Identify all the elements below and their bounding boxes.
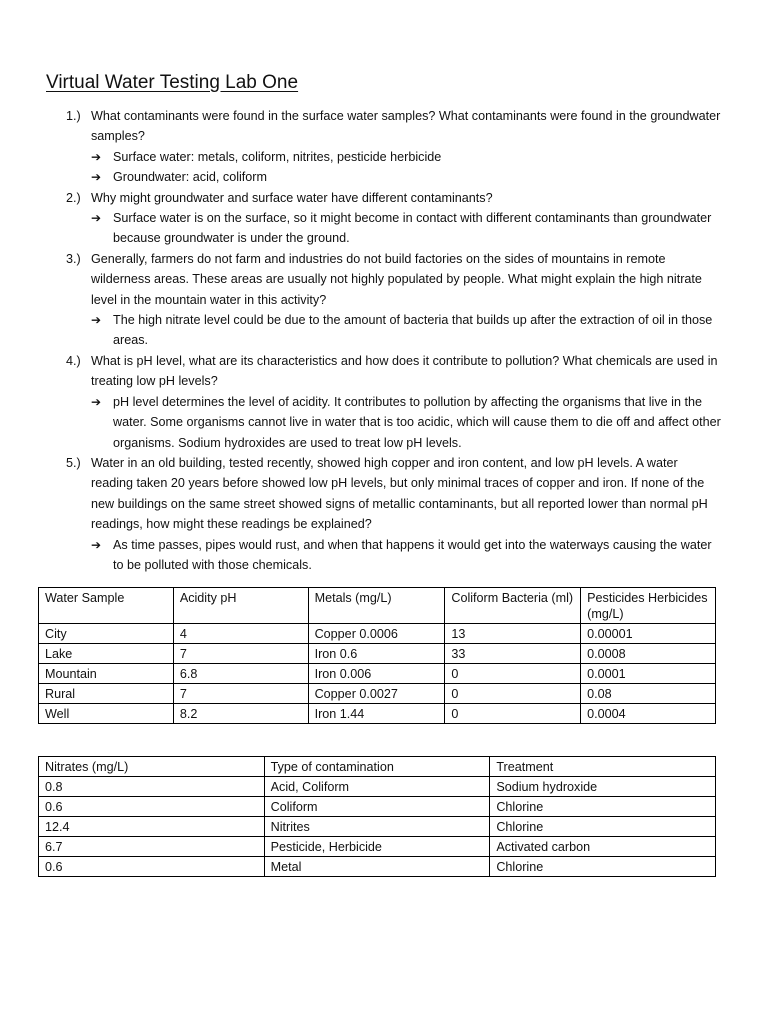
question-text: Why might groundwater and surface water have different contaminants? [91,190,493,205]
table-row [39,644,716,664]
right-arrow-icon: ➔ [91,313,102,328]
question-item [0,453,768,575]
answer-item [91,208,721,249]
table-cell: Copper 0.0027 [308,684,445,704]
table-cell: Chlorine [490,817,716,837]
table-cell: Lake [39,644,174,664]
table-header-cell: Treatment [490,757,716,777]
answer-item [91,392,721,453]
answer-text: As time passes, pipes would rust, and when that happens it would get into the waterways causing the water to be polluted with those chemicals. [113,537,712,572]
table-row [39,777,716,797]
answer-text: Surface water: metals, coliform, nitrites, pesticide herbicide [113,149,442,164]
water-sample-table [38,587,716,724]
question-number: 3.) [66,251,81,266]
table-cell: 0.00001 [581,624,716,644]
table-cell: 12.4 [39,817,265,837]
table-cell: 7 [173,684,308,704]
question-number: 5.) [66,455,81,470]
right-arrow-icon: ➔ [91,537,102,552]
table-cell: 0.0004 [581,704,716,724]
table-cell: 0.0001 [581,664,716,684]
table-cell: Metal [264,857,490,877]
question-number: 2.) [66,190,81,205]
table-row [39,684,716,704]
question-text: Water in an old building, tested recently, showed high copper and iron content, and low pH levels. A water reading taken 20 years before showed low pH levels, but only minimal traces of copper and iron. If none of the new buildings on the same street showed signs of metallic contaminants, but all reported lower than normal pH readings, how might these readings be explained? [91,455,708,532]
nitrates-table [38,756,716,877]
table-cell: Iron 1.44 [308,704,445,724]
table-cell: 8.2 [173,704,308,724]
table-cell: Coliform [264,797,490,817]
table-cell: 6.7 [39,837,265,857]
question-number: 1.) [66,109,81,123]
answer-text: The high nitrate level could be due to the amount of bacteria that builds up after the extraction of oil in those areas. [113,313,713,348]
right-arrow-icon: ➔ [91,394,102,409]
answer-item [91,310,721,351]
table-header-row [39,588,716,624]
table-header-cell: Coliform Bacteria (ml) [445,588,581,624]
question-list [0,106,768,575]
table-cell: Well [39,704,174,724]
table-cell: City [39,624,174,644]
table-cell: Rural [39,684,174,704]
table-header-cell: Type of contamination [264,757,490,777]
table-row [39,704,716,724]
table-cell: Chlorine [490,857,716,877]
answer-item [91,167,721,187]
right-arrow-icon: ➔ [91,170,102,185]
table-cell: Pesticide, Herbicide [264,837,490,857]
table-header-cell: Water Sample [39,588,174,624]
answer-text: pH level determines the level of acidity. It contributes to pollution by affecting the organisms that live in the water. Some organisms cannot live in water that is too acidic, which will cause them to die off and affect other organisms. Sodium hydroxides are used to treat low pH levels. [113,394,721,450]
page-title: Virtual Water Testing Lab One [46,72,299,93]
table-cell: 13 [445,624,581,644]
table-row [39,817,716,837]
question-item [0,188,768,249]
table-cell: Iron 0.6 [308,644,445,664]
table-cell: Nitrites [264,817,490,837]
question-text: What is pH level, what are its characteristics and how does it contribute to pollution? What chemicals are used in treating low pH levels? [91,353,718,389]
table-header-cell: Metals (mg/L) [308,588,445,624]
question-item [0,249,768,351]
table-cell: 0.08 [581,684,716,704]
answer-text: Groundwater: acid, coliform [113,170,267,185]
answer-text: Surface water is on the surface, so it might become in contact with different contaminants than groundwater because groundwater is under the ground. [113,211,712,246]
table-cell: 0 [445,684,581,704]
table-cell: 0.6 [39,857,265,877]
table-header-cell: Pesticides Herbicides (mg/L) [581,588,716,624]
table-cell: Acid, Coliform [264,777,490,797]
table-row [39,857,716,877]
table-cell: 0.6 [39,797,265,817]
table-cell: 0.8 [39,777,265,797]
question-text: Generally, farmers do not farm and industries do not build factories on the sides of mountains in remote wilderness areas. These areas are usually not highly populated by people. What might explain the high nitrate level in the mountain water in this activity? [91,251,702,307]
answer-item [91,535,721,576]
table-cell: Chlorine [490,797,716,817]
table-cell: 0.0008 [581,644,716,664]
table-cell: 7 [173,644,308,664]
table-cell: Mountain [39,664,174,684]
table-header-row [39,757,716,777]
table-header-cell: Nitrates (mg/L) [39,757,265,777]
question-item [0,106,768,188]
table-header-cell: Acidity pH [173,588,308,624]
right-arrow-icon: ➔ [91,149,102,164]
table-cell: Sodium hydroxide [490,777,716,797]
table-cell: 0 [445,704,581,724]
table-cell: Copper 0.0006 [308,624,445,644]
table-cell: Iron 0.006 [308,664,445,684]
table-cell: 6.8 [173,664,308,684]
right-arrow-icon: ➔ [91,211,102,226]
table-row [39,664,716,684]
question-item [0,351,768,453]
table-row [39,837,716,857]
table-row [39,624,716,644]
question-number: 4.) [66,353,81,368]
table-row [39,797,716,817]
answer-item [91,147,721,167]
table-cell: 4 [173,624,308,644]
table-cell: 0 [445,664,581,684]
table-cell: 33 [445,644,581,664]
table-cell: Activated carbon [490,837,716,857]
question-text: What contaminants were found in the surface water samples? What contaminants were found in the groundwater samples? [91,109,721,144]
